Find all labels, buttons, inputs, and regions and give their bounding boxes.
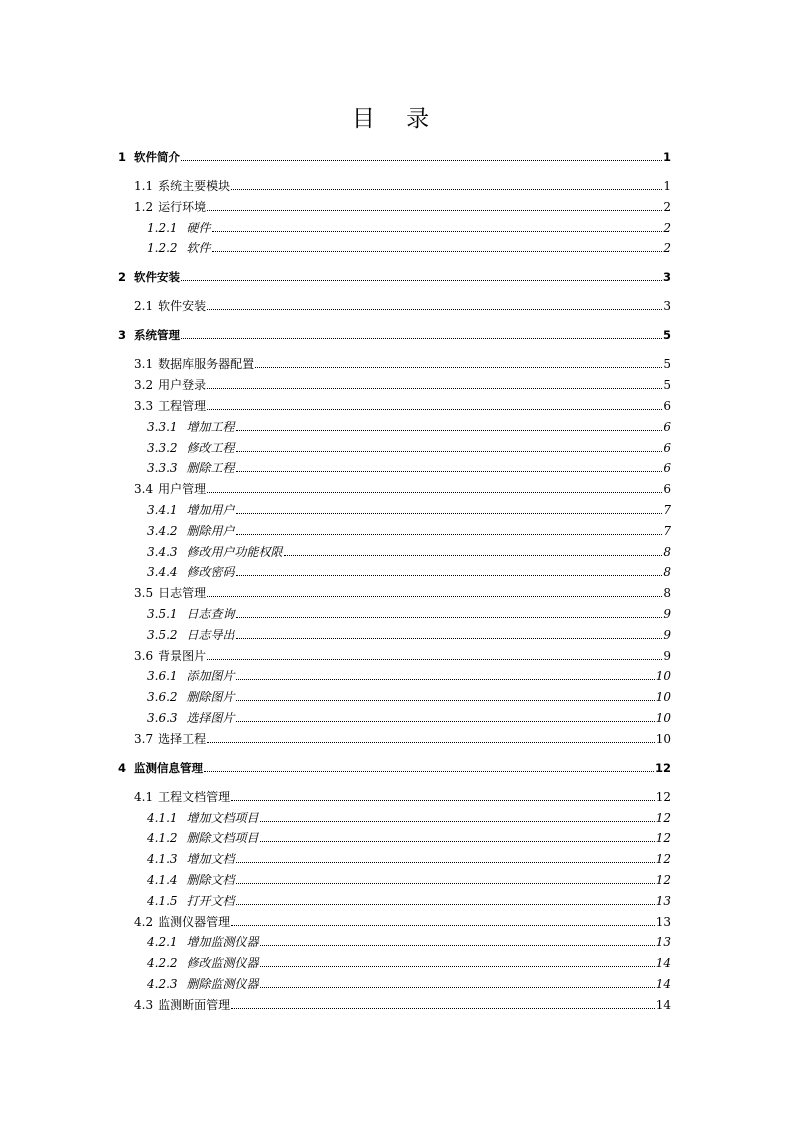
toc-leader-dots — [207, 584, 662, 597]
toc-entry-label: 工程文档管理 — [158, 789, 231, 804]
toc-leader-dots — [231, 788, 655, 801]
toc-entry[interactable] — [147, 850, 671, 868]
toc-entry[interactable] — [147, 459, 671, 477]
toc-entry-number: 4.1.3 — [147, 852, 178, 867]
toc-entry-label: 删除监测仪器 — [186, 977, 259, 991]
toc-entry-number: 4.2.2 — [147, 956, 178, 971]
toc-leader-dots — [207, 297, 662, 310]
toc-entry-number: 2 — [118, 270, 127, 285]
toc-leader-dots — [207, 376, 662, 389]
toc-entry-label: 工程管理 — [158, 399, 207, 413]
toc-leader-dots — [236, 892, 655, 905]
toc-entry-number: 3.3 — [134, 399, 154, 413]
toc-leader-dots — [231, 177, 662, 190]
toc-entry[interactable] — [147, 563, 671, 581]
toc-entry-label: 硬件 — [186, 220, 211, 235]
toc-entry[interactable] — [134, 647, 671, 665]
toc-entry-page: 7 — [663, 503, 671, 517]
toc-entry[interactable] — [134, 297, 671, 315]
toc-entry[interactable] — [147, 626, 671, 644]
toc-entry-label: 数据库服务器配置 — [158, 357, 255, 372]
toc-entry-page: 12 — [655, 873, 671, 887]
toc-entry[interactable] — [134, 996, 671, 1014]
toc-entry-number: 3.4 — [134, 482, 154, 497]
toc-entry-label: 增加工程 — [186, 419, 235, 434]
toc-entry[interactable] — [147, 439, 671, 457]
toc-entry[interactable] — [118, 268, 671, 286]
toc-entry-page: 3 — [663, 299, 671, 314]
toc-leader-dots — [181, 326, 662, 339]
toc-entry-page: 10 — [655, 711, 671, 725]
toc-entry-number: 1.2 — [134, 199, 154, 214]
page-title: 目 录 — [351, 106, 442, 132]
toc-entry-page: 9 — [663, 607, 671, 621]
toc-entry-label: 监测断面管理 — [158, 997, 231, 1012]
toc-entry-label: 软件简介 — [134, 150, 181, 164]
toc-leader-dots — [236, 459, 663, 472]
toc-leader-dots — [236, 850, 655, 863]
toc-entry-page: 6 — [663, 419, 671, 434]
toc-entry-page: 13 — [655, 914, 671, 929]
toc-entry-page: 14 — [655, 956, 671, 971]
toc-leader-dots — [260, 954, 655, 967]
toc-entry-page: 8 — [663, 544, 671, 559]
toc-leader-dots — [284, 543, 663, 556]
toc-entry-label: 删除工程 — [186, 461, 235, 476]
toc-entry-label: 增加文档项目 — [186, 810, 259, 825]
toc-entry-number: 4.3 — [134, 997, 154, 1012]
toc-leader-dots — [181, 148, 662, 161]
toc-entry-label: 背景图片 — [158, 648, 207, 663]
toc-entry-page: 13 — [655, 893, 671, 908]
toc-entry[interactable] — [147, 605, 671, 623]
toc-entry-page: 2 — [663, 241, 671, 256]
toc-entry-number: 3.6.1 — [147, 669, 178, 684]
toc-entry-label: 监测仪器管理 — [158, 914, 231, 929]
toc-leader-dots — [236, 667, 655, 680]
toc-entry-page: 6 — [663, 440, 671, 455]
toc-entry[interactable] — [147, 829, 671, 847]
toc-entry-label: 选择图片 — [186, 711, 235, 725]
toc-entry-number: 3.6.2 — [147, 690, 178, 705]
toc-entry-page: 12 — [655, 810, 671, 825]
toc-entry-page: 6 — [663, 399, 671, 413]
toc-entry-number: 4 — [118, 760, 127, 775]
toc-entry[interactable] — [134, 177, 671, 195]
toc-entry-page: 2 — [663, 199, 671, 214]
toc-entry-label: 用户管理 — [158, 482, 207, 497]
toc-entry-number: 3 — [118, 328, 127, 343]
toc-leader-dots — [236, 522, 663, 535]
toc-entry-number: 4.2.1 — [147, 935, 178, 950]
toc-entry-label: 删除文档 — [186, 873, 235, 887]
toc-entry-label: 日志查询 — [186, 607, 235, 621]
toc-entry-number: 3.2 — [134, 378, 154, 393]
toc-entry-page: 12 — [655, 789, 671, 804]
toc-entry[interactable] — [147, 219, 671, 237]
toc-entry-label: 增加用户 — [186, 503, 235, 517]
toc-entry-number: 3.6.3 — [147, 711, 178, 725]
toc-entry-label: 修改监测仪器 — [186, 956, 259, 971]
toc-entry-number: 4.2.3 — [147, 977, 178, 991]
toc-entry-page: 10 — [655, 690, 671, 705]
toc-leader-dots — [236, 418, 663, 431]
toc-entry-number: 4.1.2 — [147, 831, 178, 846]
toc-entry-number: 1 — [118, 150, 127, 164]
toc-entry-label: 软件安装 — [158, 299, 207, 314]
toc-entry[interactable] — [147, 809, 671, 827]
toc-entry-page: 12 — [655, 852, 671, 867]
toc-leader-dots — [204, 759, 654, 772]
toc-leader-dots — [260, 809, 655, 822]
toc-entry[interactable] — [118, 326, 671, 344]
toc-leader-dots — [255, 355, 662, 368]
toc-entry-page: 12 — [654, 760, 671, 775]
toc-entry-number: 3.5 — [134, 586, 154, 601]
toc-entry[interactable] — [118, 759, 671, 777]
toc-entry-page: 1 — [663, 179, 671, 193]
toc-leader-dots — [231, 996, 655, 1009]
toc-entry-label: 系统主要模块 — [158, 179, 231, 193]
toc-entry-number: 1.2.2 — [147, 241, 178, 256]
toc-entry[interactable] — [134, 376, 671, 394]
toc-entry[interactable] — [147, 543, 671, 561]
toc-entry-page: 6 — [663, 461, 671, 476]
toc-entry-label: 删除文档项目 — [186, 831, 259, 846]
toc-entry-page: 6 — [663, 482, 671, 497]
toc-leader-dots — [207, 397, 662, 410]
toc-entry-page: 7 — [663, 523, 671, 538]
toc-entry[interactable] — [134, 198, 671, 216]
toc-leader-dots — [236, 709, 655, 722]
toc-entry-page: 14 — [655, 997, 671, 1012]
toc-leader-dots — [236, 439, 663, 452]
toc-leader-dots — [231, 913, 655, 926]
toc-entry[interactable] — [134, 355, 671, 373]
toc-entry-number: 3.6 — [134, 648, 154, 663]
toc-entry-number: 4.1.4 — [147, 873, 178, 887]
toc-entry-label: 修改用户功能权限 — [186, 544, 283, 559]
toc-leader-dots — [181, 268, 662, 281]
toc-entry-label: 打开文档 — [186, 893, 235, 908]
toc-entry-number: 4.1.1 — [147, 810, 178, 825]
toc-entry-page: 10 — [655, 669, 671, 684]
toc-entry-page: 8 — [663, 586, 671, 601]
toc-entry-number: 3.4.4 — [147, 565, 178, 580]
toc-leader-dots — [260, 829, 655, 842]
toc-entry-page: 2 — [663, 220, 671, 235]
toc-leader-dots — [207, 730, 655, 743]
toc-entry-number: 3.4.2 — [147, 523, 178, 538]
toc-entry[interactable] — [147, 892, 671, 910]
toc-entry[interactable] — [147, 688, 671, 706]
toc-entry-page: 9 — [663, 627, 671, 642]
toc-entry-label: 增加监测仪器 — [186, 935, 259, 950]
toc-leader-dots — [207, 647, 662, 660]
toc-leader-dots — [207, 198, 662, 211]
toc-entry[interactable] — [147, 975, 671, 993]
toc-entry[interactable] — [134, 913, 671, 931]
toc-leader-dots — [212, 219, 663, 232]
toc-entry-number: 4.2 — [134, 914, 154, 929]
toc-entry[interactable] — [147, 933, 671, 951]
toc-entry-number: 4.1 — [134, 789, 154, 804]
toc-entry-number: 1.1 — [134, 179, 154, 193]
toc-entry[interactable] — [147, 667, 671, 685]
toc-entry-page: 14 — [655, 977, 671, 991]
toc-entry[interactable] — [147, 239, 671, 257]
toc-leader-dots — [207, 480, 662, 493]
toc-entry-page: 9 — [663, 648, 671, 663]
toc-entry-number: 2.1 — [134, 299, 154, 314]
toc-entry-number: 3.1 — [134, 357, 154, 372]
toc-entry-number: 3.7 — [134, 731, 154, 746]
toc-leader-dots — [236, 605, 663, 618]
toc-entry-number: 3.3.2 — [147, 440, 178, 455]
toc-leader-dots — [260, 933, 655, 946]
toc-entry[interactable] — [147, 418, 671, 436]
toc-entry-number: 3.3.1 — [147, 419, 178, 434]
toc-entry-page: 5 — [663, 357, 671, 372]
toc-entry-number: 1.2.1 — [147, 220, 178, 235]
toc-leader-dots — [236, 871, 655, 884]
toc-entry-page: 3 — [662, 270, 671, 285]
toc-leader-dots — [236, 501, 663, 514]
toc-entry-number: 4.1.5 — [147, 893, 178, 908]
toc-entry-label: 删除图片 — [186, 690, 235, 705]
toc-leader-dots — [212, 239, 663, 252]
toc-entry-number: 3.3.3 — [147, 461, 178, 476]
toc-entry-label: 用户登录 — [158, 378, 207, 393]
toc-entry-page: 12 — [655, 831, 671, 846]
toc-entry[interactable] — [134, 480, 671, 498]
toc-entry-label: 增加文档 — [186, 852, 235, 867]
toc-entry[interactable] — [134, 730, 671, 748]
toc-entry-number: 3.4.1 — [147, 503, 178, 517]
toc-entry-label: 日志管理 — [158, 586, 207, 601]
toc-entry[interactable] — [134, 584, 671, 602]
toc-leader-dots — [236, 688, 655, 701]
toc-entry-label: 监测信息管理 — [134, 760, 204, 775]
toc-entry-label: 添加图片 — [186, 669, 235, 684]
toc-entry-page: 5 — [662, 328, 671, 343]
toc-entry-label: 日志导出 — [186, 627, 235, 642]
toc-entry-page: 13 — [655, 935, 671, 950]
toc-entry-page: 8 — [663, 565, 671, 580]
toc-entry-label: 运行环境 — [158, 199, 207, 214]
toc-entry[interactable] — [147, 871, 671, 889]
toc-entry-label: 软件 — [186, 241, 211, 256]
toc-entry-label: 系统管理 — [134, 328, 181, 343]
toc-entry-number: 3.5.2 — [147, 627, 178, 642]
toc-entry[interactable] — [147, 709, 671, 727]
toc-entry-page: 10 — [655, 731, 671, 746]
toc-entry-page: 5 — [663, 378, 671, 393]
toc-entry-number: 3.4.3 — [147, 544, 178, 559]
toc-entry[interactable] — [147, 501, 671, 519]
toc-entry[interactable] — [147, 954, 671, 972]
toc-entry-number: 3.5.1 — [147, 607, 178, 621]
toc-entry[interactable] — [147, 522, 671, 540]
toc-entry-label: 软件安装 — [134, 270, 181, 285]
toc-leader-dots — [236, 626, 663, 639]
toc-entry[interactable] — [134, 397, 671, 415]
toc-entry-label: 修改密码 — [186, 565, 235, 580]
toc-entry-label: 删除用户 — [186, 523, 235, 538]
toc-entry-label: 修改工程 — [186, 440, 235, 455]
toc-leader-dots — [260, 975, 655, 988]
toc-entry-label: 选择工程 — [158, 731, 207, 746]
toc-entry[interactable] — [134, 788, 671, 806]
toc-leader-dots — [236, 563, 663, 576]
toc-entry-page: 1 — [662, 150, 671, 164]
toc-entry[interactable] — [118, 148, 671, 166]
